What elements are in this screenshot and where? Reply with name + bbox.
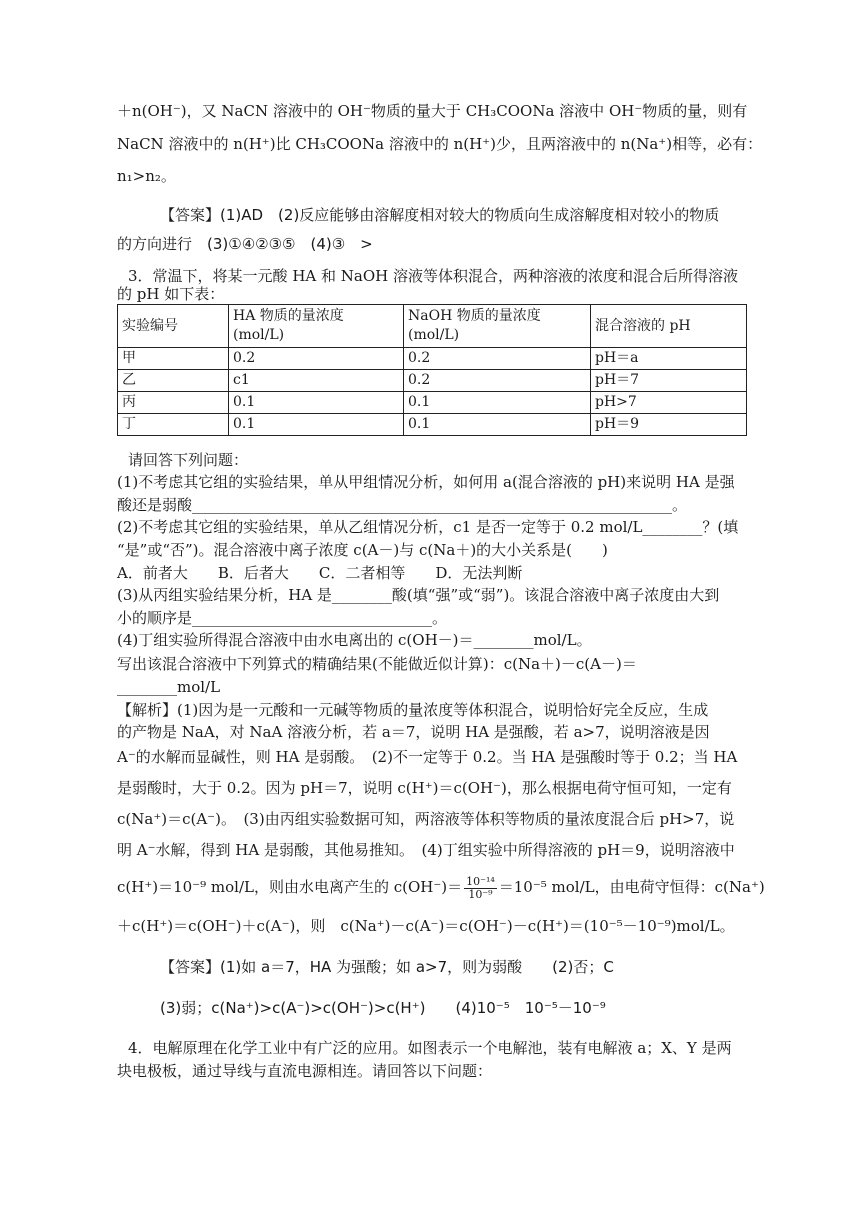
- question-4-line-2: 块电极板，通过导线与直流电源相连。请回答以下问题：: [117, 1062, 493, 1080]
- table-cell: pH＝9: [591, 414, 747, 436]
- question-3-part-3-a: (3)从丙组实验结果分析，HA 是________酸(填“强”或“弱”)。该混合溶液中离子浓度由大到: [117, 586, 720, 604]
- table-cell: pH>7: [591, 392, 747, 414]
- analysis-line-5: c(Na⁺)＝c(A⁻)。 (3)由丙组实验数据可知，两溶液等体积等物质的量浓度混合后 pH>7，说: [117, 810, 735, 828]
- analysis-line-7-end: ＝10⁻⁵ mol/L，由电荷守恒得：c(Na⁺): [498, 878, 765, 896]
- fraction-denominator: 10⁻⁹: [468, 887, 493, 901]
- analysis-line-1: 【解析】(1)因为是一元酸和一元碱等物质的量浓度等体积混合，说明恰好完全反应，生成: [117, 701, 709, 719]
- analysis-line-8: ＋c(H⁺)＝c(OH⁻)＋c(A⁻)，则 c(Na⁺)－c(A⁻)＝c(OH⁻)－c(H⁺)＝(10⁻⁵－10⁻⁹)mol/L。: [117, 917, 735, 935]
- table-cell: 0.1: [404, 414, 591, 436]
- answer-3-line-2: (3)弱；c(Na⁺)>c(A⁻)>c(OH⁻)>c(H⁺) (4)10⁻⁵ 10⁻⁵－10⁻⁹: [160, 999, 606, 1017]
- analysis-line-3: A⁻的水解而显碱性，则 HA 是弱酸。 (2)不一定等于 0.2。当 HA 是强酸时等于 0.2；当 HA: [117, 748, 738, 766]
- question-3-part-4-c: ________mol/L: [117, 678, 221, 696]
- question-3-part-2-b: “是”或“否”)。混合溶液中离子浓度 c(A－)与 c(Na＋)的大小关系是( ): [117, 541, 608, 559]
- answer-2-line-1: 【答案】(1)AD (2)反应能够由溶解度相对较大的物质向生成溶解度相对较小的物质: [160, 206, 720, 224]
- fraction: [464, 876, 497, 901]
- header-text: 混合溶液的 pH: [595, 317, 691, 334]
- header-text: HA 物质的量浓度: [233, 308, 344, 324]
- answer-3-line-1: 【答案】(1)如 a＝7，HA 为强酸；如 a>7，则为弱酸 (2)否；C: [160, 958, 614, 976]
- header-text: NaOH 物质的量浓度: [408, 308, 541, 324]
- analysis-line-7-start: c(H⁺)＝10⁻⁹ mol/L，则由水电离产生的 c(OH⁻)＝: [117, 878, 463, 896]
- table-cell: 甲: [118, 348, 229, 370]
- question-3-stem-2: 的 pH 如下表：: [117, 285, 225, 303]
- question-3-prompt: 请回答下列问题：: [128, 451, 249, 469]
- table-cell: 0.1: [404, 392, 591, 414]
- analysis-line-7: [117, 872, 765, 902]
- table-cell: 0.2: [404, 348, 591, 370]
- intro-line-1: ＋n(OH⁻)，又 NaCN 溶液中的 OH⁻物质的量大于 CH₃COONa 溶液中 OH⁻物质的量，则有: [117, 102, 748, 120]
- table-cell: pH＝a: [591, 348, 747, 370]
- analysis-line-2: 的产物是 NaA，对 NaA 溶液分析，若 a＝7，说明 HA 是强酸，若 a>7，说明溶液是因: [117, 723, 710, 741]
- table-row: [118, 348, 747, 370]
- table-cell: c1: [229, 370, 404, 392]
- question-3-part-1-a: (1)不考虑其它组的实验结果，单从甲组情况分析，如何用 a(混合溶液的 pH)来说明 HA 是强: [117, 473, 735, 491]
- table-header-row: [118, 305, 747, 348]
- table-cell: 0.2: [229, 348, 404, 370]
- table-header-cell: [118, 305, 229, 348]
- header-unit: (mol/L): [408, 327, 460, 343]
- intro-line-3: n₁>n₂。: [117, 167, 176, 185]
- table-cell: 丁: [118, 414, 229, 436]
- table-header-cell: [591, 305, 747, 348]
- header-text: 实验编号: [122, 317, 178, 334]
- table-cell: 0.2: [404, 370, 591, 392]
- fraction-numerator: 10⁻¹⁴: [466, 874, 495, 888]
- table-cell: 0.1: [229, 414, 404, 436]
- table-header-cell: [404, 305, 591, 348]
- question-3-part-3-b: 小的顺序是________________________________。: [117, 609, 448, 627]
- table-cell: pH＝7: [591, 370, 747, 392]
- question-3-stem-1: 3．常温下，将某一元酸 HA 和 NaOH 溶液等体积混合，两种溶液的浓度和混合后所得溶液: [128, 267, 738, 285]
- answer-2-line-2: 的方向进行 (3)①④②③⑤ (4)③ >: [117, 235, 373, 253]
- analysis-line-6: 明 A⁻水解，得到 HA 是弱酸，其他易推知。 (4)丁组实验中所得溶液的 pH＝9，说明溶液中: [117, 841, 735, 859]
- table-row: [118, 370, 747, 392]
- question-3-part-1-b: 酸还是弱酸________________________________________________________________。: [117, 496, 688, 514]
- table-row: [118, 414, 747, 436]
- table-cell: 乙: [118, 370, 229, 392]
- header-unit: (mol/L): [233, 327, 285, 343]
- intro-line-2: NaCN 溶液中的 n(H⁺)比 CH₃COONa 溶液中的 n(H⁺)少，且两溶液中的 n(Na⁺)相等，必有：: [117, 135, 763, 153]
- experiment-table: [117, 304, 747, 436]
- question-3-part-2-options: A．前者大 B．后者大 C．二者相等 D．无法判断: [117, 564, 523, 582]
- question-3-part-4-b: 写出该混合溶液中下列算式的精确结果(不能做近似计算)：c(Na＋)－c(A－)＝: [117, 655, 637, 673]
- question-3-part-4-a: (4)丁组实验所得混合溶液中由水电离出的 c(OH－)＝________mol/L。: [117, 631, 592, 649]
- table-header-cell: [229, 305, 404, 348]
- table-cell: 0.1: [229, 392, 404, 414]
- question-4-line-1: 4．电解原理在化学工业中有广泛的应用。如图表示一个电解池，装有电解液 a；X、Y 是两: [128, 1039, 732, 1057]
- table-row: [118, 392, 747, 414]
- question-3-part-2-a: (2)不考虑其它组的实验结果，单从乙组情况分析，c1 是否一定等于 0.2 mol/L________？(填: [117, 518, 739, 536]
- table-cell: 丙: [118, 392, 229, 414]
- analysis-line-4: 是弱酸时，大于 0.2。因为 pH＝7，说明 c(H⁺)＝c(OH⁻)，那么根据电荷守恒可知，一定有: [117, 779, 732, 797]
